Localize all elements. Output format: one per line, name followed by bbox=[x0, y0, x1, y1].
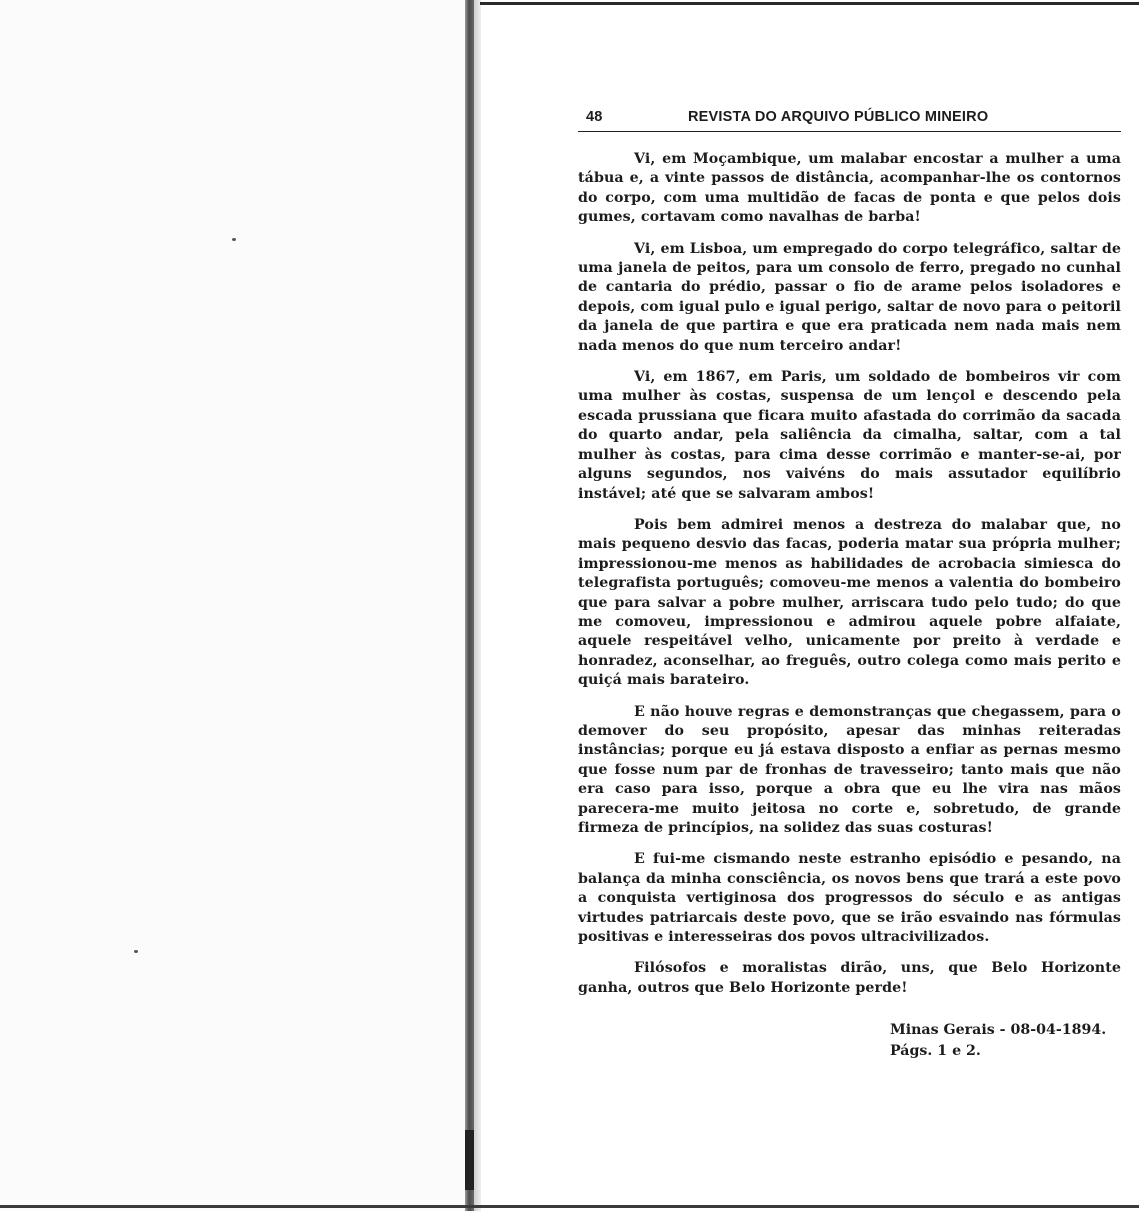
paragraph-conclusion: Filósofos e moralistas dirão, uns, que Belo Horizonte ganha, outros que Belo Horizonte perde! bbox=[578, 960, 1121, 996]
paragraph-lisboa: Vi, em Lisboa, um empregado do corpo telegráfico, saltar de uma janela de peitos, para um consolo de ferro, pregado no cunhal de cantaria do prédio, passar o fio de arame pelos isoladores e depois, com igual pulo e igual perigo, saltar de novo para o peitoril da janela de que partira e que era praticada nem nada mais nem nada menos do que num terceiro andar! bbox=[578, 240, 1121, 354]
top-edge-line bbox=[480, 2, 1139, 5]
running-header bbox=[578, 105, 1121, 132]
left-blank-page bbox=[0, 0, 468, 1211]
paragraph-persistence: E não houve regras e demonstranças que chegassem, para o demover do seu propósito, apesar das minhas reiteradas instâncias; porque eu já estava disposto a enfiar as pernas mesmo que fosse num par de fronhas de travesseiro; tanto mais que não era caso para isso, porque a obra que eu lhe vira nas mãos parecera-me muito jeitosa no corte e, sobretudo, de grande firmeza de princípios, na solidez das suas costuras! bbox=[578, 703, 1121, 836]
bottom-edge-line bbox=[0, 1205, 1139, 1208]
paragraph-paris: Vi, em 1867, em Paris, um soldado de bombeiros vir com uma mulher às costas, suspensa de um lençol e descendo pela escada prussiana que ficara muito afastada do corrimão da sacada do quarto andar, pela saliência da cimalha, saltar, com a tal mulher às costas, para cima desse corrimão e manter-se-ai, por alguns segundos, nos vaivéns do mais assutador equilíbrio instável; até que se salvaram ambos! bbox=[578, 369, 1121, 502]
running-title: REVISTA DO ARQUIVO PÚBLICO MINEIRO bbox=[688, 109, 989, 125]
paper-speck bbox=[134, 950, 138, 953]
citation-pages: Págs. 1 e 2. bbox=[890, 1043, 981, 1060]
paragraph-admiration: Pois bem admirei menos a destreza do malabar que, no mais pequeno desvio das facas, poderia matar sua própria mulher; impressionou-me menos as habilidades de acrobacia simiesca do telegrafista português; comoveu-me menos a valentia do bombeiro que para salvar a pobre mulher, arriscara tudo pelo tudo; do que me comoveu, impressionou e admirou aquele pobre alfaiate, aquele respeitável velho, unicamente por preito à verdade e honradez, aconselhar, ao freguês, outro colega como mais perito e quiçá mais barateiro. bbox=[578, 516, 1121, 689]
book-gutter-highlight bbox=[474, 0, 481, 1211]
gutter-mark bbox=[465, 1130, 474, 1190]
book-gutter-shadow bbox=[465, 0, 474, 1211]
citation-newspaper-date: Minas Gerais - 08-04-1894. bbox=[890, 1022, 1107, 1039]
page-number: 48 bbox=[586, 109, 603, 125]
paragraph-mocambique: Vi, em Moçambique, um malabar encostar a mulher a uma tábua e, a vinte passos de distância, acompanhar-lhe os contornos do corpo, com uma multidão de facas de ponta e que pelos dois gumes, cortavam como navalhas de barba! bbox=[578, 151, 1121, 226]
source-citation bbox=[890, 1020, 1121, 1062]
right-text-page bbox=[578, 105, 1121, 1062]
paragraph-reflection: E fui-me cismando neste estranho episódio e pesando, na balança da minha consciência, os novos bens que trará a este povo a conquista vertiginosa dos progressos do século e as antigas virtudes patriarcais deste povo, que se irão esvaindo nas fórmulas positivas e interesseiras dos povos ultracivilizados. bbox=[578, 851, 1121, 946]
paper-speck bbox=[232, 238, 236, 241]
article-body bbox=[578, 150, 1121, 998]
